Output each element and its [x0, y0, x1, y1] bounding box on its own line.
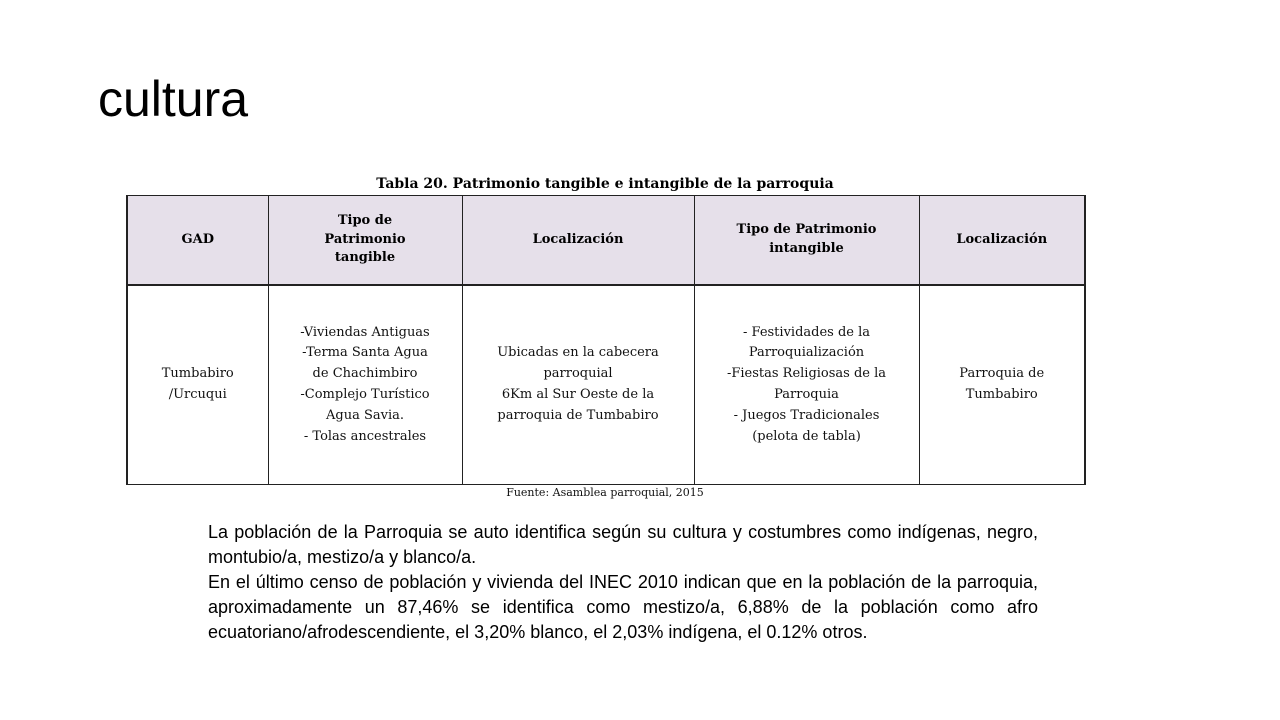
- cell-gad: Tumbabiro /Urcuqui: [127, 285, 268, 485]
- cell-localizacion-tangible: Ubicadas en la cabecera parroquial 6Km al Sur Oeste de la parroquia de Tumbabiro: [462, 285, 694, 485]
- cell-intangible: - Festividades de la Parroquialización -Fiestas Religiosas de la Parroquia - Juegos Tradicionales (pelota de tabla): [694, 285, 919, 485]
- header-tipo-intangible: Tipo de Patrimonio intangible: [694, 196, 919, 286]
- patrimonio-table: [126, 195, 1086, 485]
- table-row: [127, 285, 1085, 485]
- header-localizacion-intangible: Localización: [919, 196, 1085, 286]
- cell-localizacion-intangible: Parroquia de Tumbabiro: [919, 285, 1085, 485]
- slide-title: cultura: [98, 71, 249, 127]
- table-source: Fuente: Asamblea parroquial, 2015: [506, 486, 704, 499]
- paragraph-censo: En el último censo de población y vivienda del INEC 2010 indican que en la población de la parroquia, aproximadamente un 87,46% se identifica como mestizo/a, 6,88% de la población como afro ecuatoriano/afrodescendiente, el 3,20% blanco, el 2,03% indígena, el 0.12% otros.: [208, 572, 1038, 642]
- table-figure: [124, 172, 1086, 504]
- header-gad: GAD: [127, 196, 268, 286]
- paragraph-identificacion: La población de la Parroquia se auto identifica según su cultura y costumbres como indígenas, negro, montubio/a, mestizo/a y blanco/a.: [208, 522, 1038, 567]
- cell-tangible: -Viviendas Antiguas -Terma Santa Agua de Chachimbiro -Complejo Turístico Agua Savia. - Tolas ancestrales: [268, 285, 462, 485]
- header-tipo-tangible: Tipo de Patrimonio tangible: [268, 196, 462, 286]
- header-localizacion-tangible: Localización: [462, 196, 694, 286]
- table-header-row: [127, 196, 1085, 286]
- table-caption: Tabla 20. Patrimonio tangible e intangible de la parroquia: [376, 176, 834, 192]
- body-text: [208, 520, 1038, 645]
